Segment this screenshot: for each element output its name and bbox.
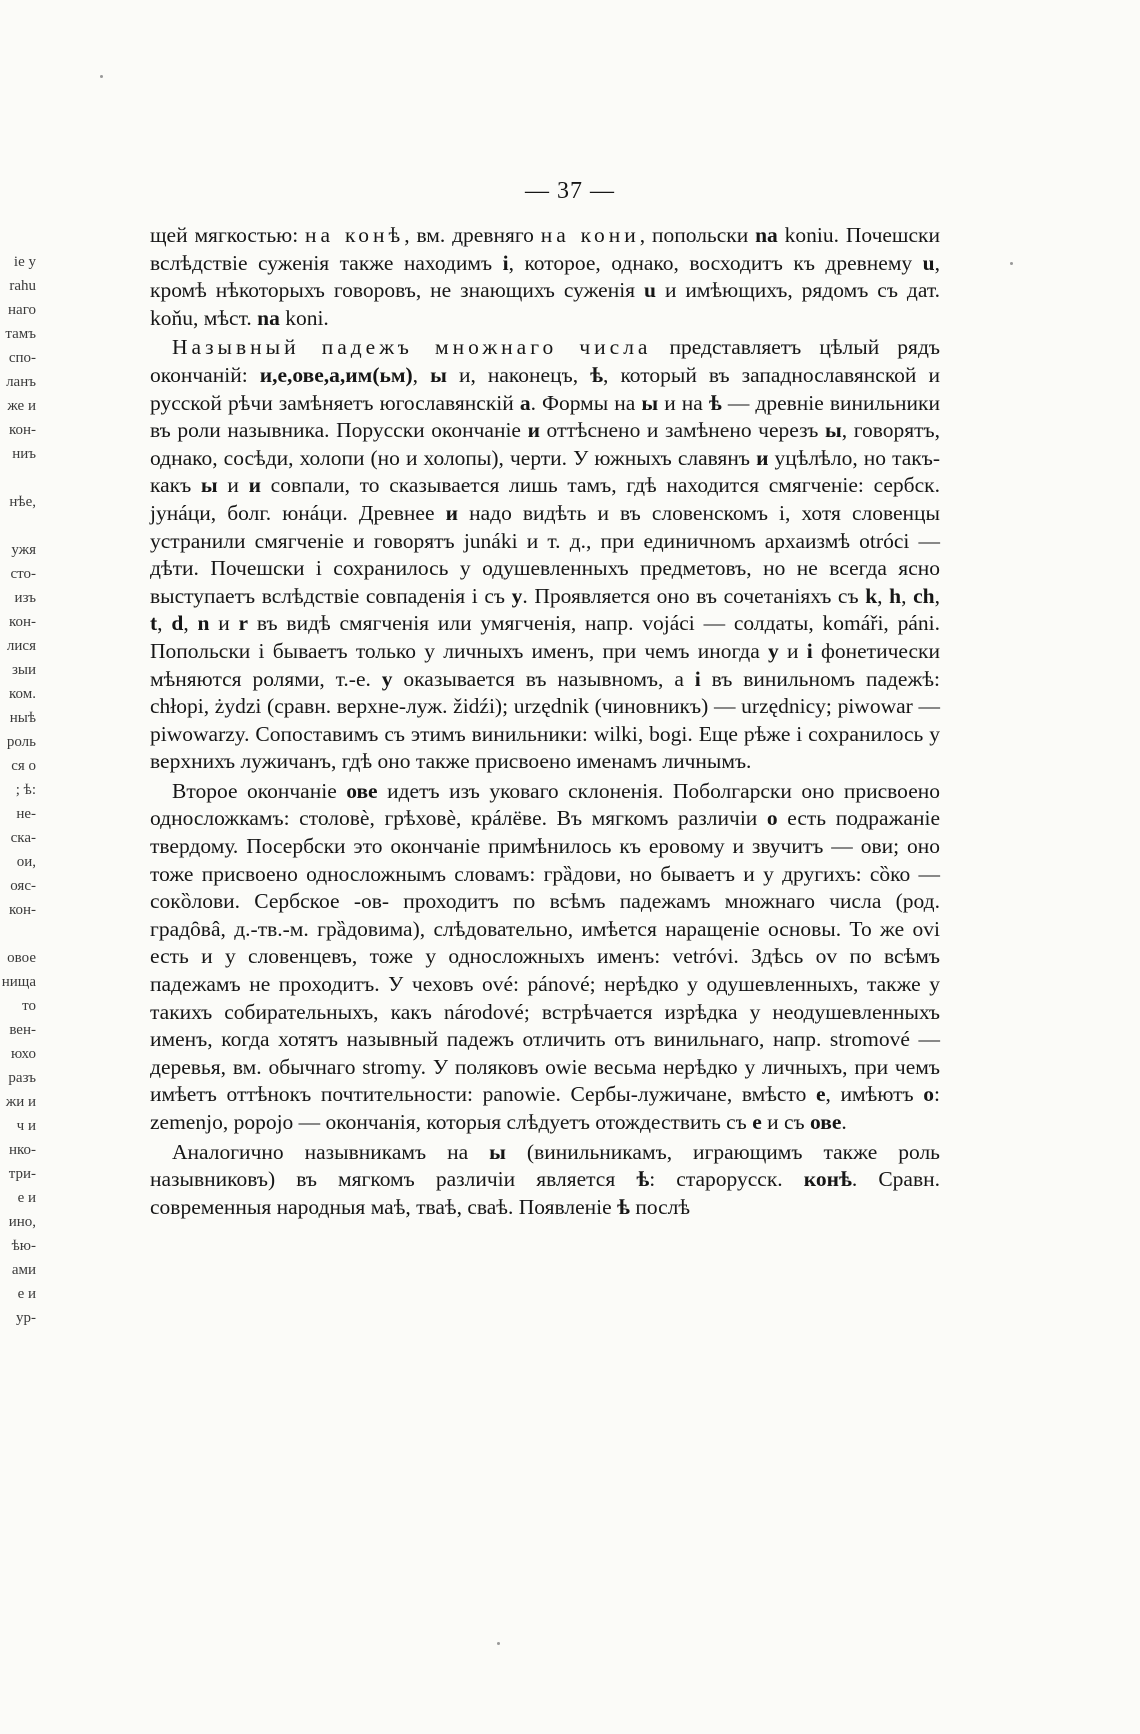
bleed-fragment: спо- — [8, 350, 36, 366]
bleed-fragment: лися — [6, 638, 36, 654]
bleed-fragment: кон- — [8, 902, 36, 918]
text-run: и, наконецъ, — [446, 362, 591, 387]
bold-term: ѣ — [617, 1194, 630, 1219]
bleed-fragment: ч и — [16, 1118, 36, 1134]
bold-term: i — [502, 250, 509, 275]
bold-term: и — [248, 473, 261, 498]
bleed-fragment: три- — [8, 1166, 36, 1182]
text-run: Второе окончаніе — [172, 778, 347, 803]
text-run: щей мягкостью: — [150, 223, 306, 247]
text-run: : старорусск. — [649, 1167, 804, 1192]
bold-term: у — [768, 638, 779, 663]
bold-term: ове — [346, 778, 378, 803]
speck — [100, 75, 103, 78]
bold-term: t — [150, 611, 158, 636]
text-run: . Сравн. современныя народныя маѣ, тваѣ, сваѣ. Появленіе — [150, 1167, 941, 1219]
bleed-fragment: наго — [8, 302, 36, 318]
bleed-fragment — [0, 466, 36, 490]
bleed-fragment: ниъ — [12, 446, 36, 462]
paragraph — [150, 334, 940, 776]
bleed-fragment: роль — [6, 734, 36, 750]
text-run: есть подражаніе твердому. Посербски это окончаніе примѣнилось къ еровому и звучитъ — ови; оно тоже присвоено односложнымъ словамъ: грȁдови, но бываетъ и у другихъ: сȍко — сокȍлови. Сербское -ов- проходитъ по всѣмъ падежамъ множнаго числа (род. градȏвâ, д.-тв.-м. грȁдовима), слѣдовательно, имѣется наращеніе основы. То же ovi есть и у словенцевъ, тоже у односложныхъ именъ: vetróvi. Здѣсь ov по всѣмъ падежамъ не проходитъ. У чеховъ ové: pánové; нерѣдко у одушевленныхъ, также у такихъ собирательныхъ, какъ národové; встрѣчается изрѣдка у неодушевленныхъ именъ, когда хотятъ назывный падежъ отличить отъ винильнаго, напр. stromové — деревья, вм. обычнаго stromy. У поляковъ owie весьма нерѣдко у личныхъ, при чемъ имѣетъ оттѣнокъ почтительности: panowie. Сербы-лужичане, вмѣсто — [150, 806, 940, 1107]
bleed-fragment: ино, — [8, 1214, 36, 1230]
bleed-fragment: овое — [7, 950, 36, 966]
text-run: Аналогично назывникамъ на — [172, 1139, 490, 1164]
bleed-fragment: ами — [11, 1262, 36, 1278]
paragraph — [150, 1139, 940, 1222]
bold-term: ы — [430, 362, 447, 387]
bleed-fragment: ныѣ — [9, 710, 36, 726]
text-run: , вм. древняго — [404, 223, 541, 247]
bold-term: h — [889, 583, 902, 608]
bleed-fragment — [0, 922, 36, 946]
bleed-fragment: ; ѣ: — [15, 782, 36, 798]
bleed-fragment: кон- — [8, 614, 36, 630]
bold-term: k — [865, 583, 878, 608]
bleed-fragment: ie y — [13, 254, 36, 270]
spaced-term: на конѣ — [305, 223, 405, 247]
text-run: , — [157, 611, 172, 636]
text-run: и съ — [761, 1110, 811, 1134]
bleed-fragment: ои, — [16, 854, 36, 870]
bold-term: ch — [913, 583, 935, 608]
bold-term: u — [644, 278, 656, 303]
bold-term: е — [815, 1082, 826, 1107]
bold-term: о — [766, 806, 778, 831]
text-run: , — [183, 611, 198, 636]
bleed-fragment: зыи — [11, 662, 36, 678]
bleed-fragment: ска- — [10, 830, 36, 846]
text-run: , имѣютъ — [825, 1082, 924, 1107]
speck — [1010, 262, 1013, 265]
text-run: и на — [658, 390, 709, 415]
paragraph — [150, 778, 940, 1137]
bold-term: конѣ — [803, 1167, 852, 1192]
bold-term: и — [756, 445, 769, 470]
bleed-fragment: ся о — [11, 758, 36, 774]
bleed-fragment: е и — [17, 1286, 36, 1302]
bleed-fragment: ком. — [9, 686, 36, 702]
bleed-fragment: ѣю- — [11, 1238, 36, 1254]
text-run: , — [901, 583, 914, 608]
bleed-fragment: тамъ — [5, 326, 36, 342]
bold-term: ове — [810, 1110, 842, 1134]
bold-term: ѣ — [636, 1167, 650, 1192]
bleed-fragment: то — [22, 998, 36, 1014]
bleed-fragment: сто- — [10, 566, 36, 582]
bold-term: о — [923, 1082, 935, 1107]
bold-term: na — [755, 223, 778, 247]
page-number: — 37 — — [525, 178, 615, 204]
bleed-fragment: rahu — [9, 278, 36, 294]
text-run: . Проявляется оно въ сочетаніяхъ съ — [522, 583, 866, 608]
bold-term: n — [197, 611, 210, 636]
text-run: уцѣлѣло, но такъ-какъ — [150, 445, 940, 498]
bleed-fragment: ур- — [16, 1310, 36, 1326]
bleed-fragment: ояс- — [10, 878, 36, 894]
text-run: koniu. Почешски вслѣдствіе суженія также находимъ — [150, 223, 940, 275]
text-run: фонетически мѣняются ролями, т.-е. — [150, 638, 940, 691]
bold-term: d — [171, 611, 184, 636]
text-run: (винильникамъ, играющимъ также роль назывниковъ) въ мягкомъ различіи является — [150, 1139, 940, 1192]
bleed-fragment: е и — [17, 1190, 36, 1206]
bold-term: и — [527, 418, 540, 443]
text-run: оттѣснено и замѣнено черезъ — [539, 418, 825, 443]
bleed-fragment: нѣе, — [9, 494, 36, 510]
bold-term: у — [381, 666, 393, 691]
text-run: , — [877, 583, 890, 608]
bold-term: u — [922, 250, 935, 275]
bold-term: ѣ — [708, 390, 722, 415]
text-run: , говорятъ, однако, сосѣди, холопи (но и холопы), черти. У южныхъ славянъ — [150, 418, 941, 470]
bold-term: ы — [641, 390, 659, 415]
text-run: koni. — [279, 305, 329, 330]
bold-term: а — [519, 390, 531, 415]
text-run: : zemenjo, popojo — окончанія, которыя слѣдуетъ отождествить съ — [150, 1082, 940, 1134]
bleed-fragment — [0, 514, 36, 538]
text-run: и — [209, 611, 239, 636]
bleed-fragment: изъ — [14, 590, 36, 606]
text-run: и имѣющихъ, рядомъ съ дат. koňu, мѣст. — [150, 278, 940, 330]
bold-term: и,е,ове,а,им(ьм) — [259, 362, 413, 387]
bleed-fragment: нища — [1, 974, 36, 990]
bold-term: i — [694, 666, 701, 691]
speck — [497, 1642, 500, 1645]
bleed-fragment: ланъ — [6, 374, 36, 390]
bleed-fragment: жи и — [5, 1094, 36, 1110]
bleed-fragment: нко- — [8, 1142, 36, 1158]
bold-term: na — [257, 305, 280, 330]
text-run: послѣ — [629, 1194, 691, 1219]
text-run: въ видѣ смягченія или умягченія, напр. vojáci — солдаты, komáři, páni. Попольски i бываетъ только у личныхъ именъ, при чемъ иногда — [150, 611, 940, 663]
bold-term: у — [511, 583, 523, 608]
text-run: , — [412, 362, 431, 387]
text-run: , которое, однако, восходитъ къ древнему — [508, 250, 923, 275]
spaced-term: Назывный падежъ множнаго числа — [172, 335, 652, 360]
text-run: въ винильномъ падежѣ: chłopi, żydzi (сравн. верхне-луж. židźi); urzędnik (чиновникъ) — urzędnicy; piwowar — piwowarzy. Сопоставимъ съ этимъ винильники: wilki, bogi. Еще рѣже i сохранилось у верхнихъ лужичанъ, гдѣ оно также присвоено именамъ личнымъ. — [150, 666, 940, 774]
text-run: надо видѣть и въ словенскомъ i, хотя словенцы устранили смягченіе и говорятъ junáki и т. д., при единичномъ архаизмѣ otróci — дѣти. Почешски i сохранилось у одушевленныхъ предметовъ, но не всегда ясно выступаетъ вслѣдствіе совпаденія i съ — [150, 500, 940, 608]
bold-term: е — [752, 1110, 762, 1134]
text-run: , — [934, 583, 941, 608]
bleed-fragment: вен- — [9, 1022, 36, 1038]
text-run: — древніе винильники въ роли назывника. Порусски окончаніе — [150, 390, 941, 443]
bold-term: ы — [824, 418, 842, 443]
text-run: представляетъ цѣлый рядъ окончаній: — [150, 335, 940, 387]
bold-term: i — [806, 638, 813, 663]
facing-page-bleed — [0, 250, 36, 1330]
text-run: , который въ западнославянской и русской рѣчи замѣняетъ югославянскій — [150, 362, 940, 415]
bold-term: r — [238, 611, 249, 636]
bleed-fragment: не- — [16, 806, 36, 822]
bleed-fragment: ужя — [11, 542, 36, 558]
text-run: . — [841, 1110, 847, 1134]
text-run: . Формы на — [530, 390, 642, 415]
body-text — [150, 222, 940, 1221]
text-run: , попольски — [639, 223, 756, 247]
bold-term: ы — [200, 473, 218, 498]
spaced-term: на кони — [540, 223, 640, 247]
bleed-fragment: же и — [7, 398, 36, 414]
bleed-fragment: разъ — [8, 1070, 36, 1086]
text-run: и — [217, 473, 249, 498]
text-run: оказывается въ назывномъ, а — [392, 666, 695, 691]
bold-term: ѣ — [590, 362, 604, 387]
bold-term: и — [445, 500, 458, 525]
text-run: идетъ изъ уковаго склоненія. Поболгарски оно присвоено односложкамъ: столовѐ, грѣховѐ, крáлёве. Въ мягкомъ различіи — [150, 778, 940, 831]
text-run: и — [778, 638, 807, 663]
bleed-fragment: юхо — [10, 1046, 36, 1062]
text-run: , кромѣ нѣкоторыхъ говоровъ, не знающихъ суженія — [150, 250, 940, 303]
paragraph — [150, 222, 940, 332]
bleed-fragment: кон- — [8, 422, 36, 438]
text-run: совпали, то сказывается лишь тамъ, гдѣ находится смягченіе: сербск. јунáци, болг. юнáци. Древнее — [150, 473, 940, 525]
bold-term: ы — [489, 1139, 506, 1164]
